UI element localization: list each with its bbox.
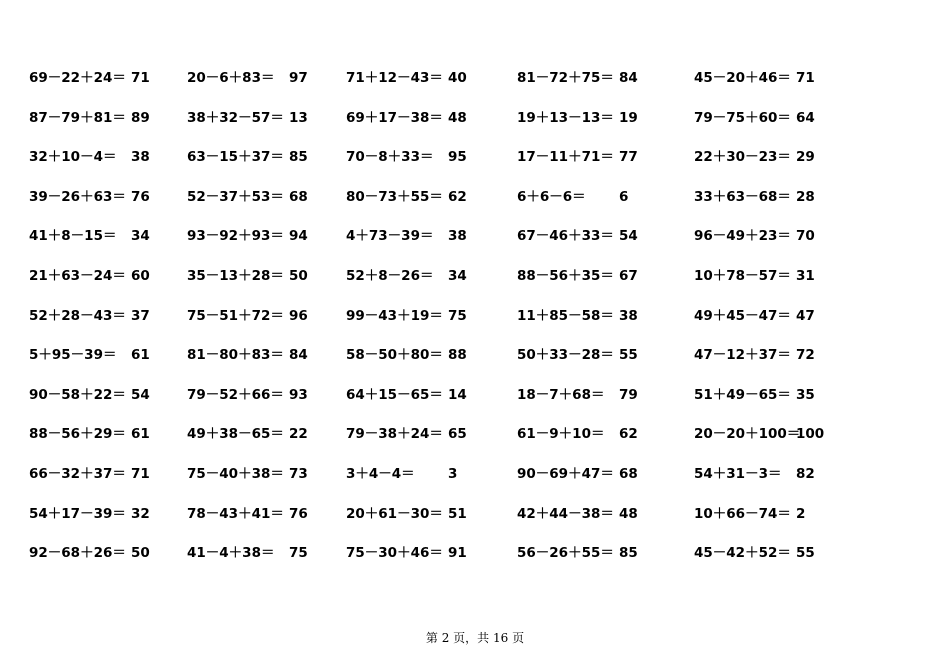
problem-expression: 67－46＋33＝ xyxy=(517,228,614,245)
problem-expression: 33＋63－68＝ xyxy=(694,188,791,205)
problem-answer: 75 xyxy=(289,545,308,562)
problem-answer: 85 xyxy=(619,545,638,562)
problem-answer: 55 xyxy=(796,545,815,562)
problem-expression: 38＋32－57＝ xyxy=(187,109,284,126)
problem-expression: 66－32＋37＝ xyxy=(29,466,126,482)
problem-expression: 69－22＋24＝ xyxy=(29,70,126,86)
problem-answer: 76 xyxy=(131,188,150,205)
problem-expression: 21＋63－24＝ xyxy=(29,268,126,284)
problem-expression: 6＋6－6＝ xyxy=(517,188,586,205)
problem-expression: 96－49＋23＝ xyxy=(694,228,791,245)
problem-answer: 64 xyxy=(796,109,815,126)
problem-answer: 95 xyxy=(448,149,467,166)
problem-expression: 75－51＋72＝ xyxy=(187,307,284,324)
problem-answer: 38 xyxy=(448,228,467,245)
problem-expression: 20＋61－30＝ xyxy=(346,505,443,522)
problem-answer: 61 xyxy=(131,347,150,364)
problem-answer: 73 xyxy=(289,466,308,482)
problem-answer: 79 xyxy=(619,386,638,403)
problem-expression: 81－72＋75＝ xyxy=(517,70,614,86)
problem-answer: 94 xyxy=(289,228,308,245)
problem-answer: 34 xyxy=(131,228,150,245)
problem-expression: 39－26＋63＝ xyxy=(29,188,126,205)
problem-answer: 82 xyxy=(796,466,815,482)
problem-answer: 37 xyxy=(131,307,150,324)
problem-row xyxy=(0,422,950,446)
problem-answer: 31 xyxy=(796,268,815,284)
problem-expression: 41－4＋38＝ xyxy=(187,545,275,562)
problem-answer: 55 xyxy=(619,347,638,364)
problem-expression: 5＋95－39＝ xyxy=(29,347,117,364)
problem-answer: 71 xyxy=(131,466,150,482)
problem-expression: 50＋33－28＝ xyxy=(517,347,614,364)
problem-expression: 20－6＋83＝ xyxy=(187,70,275,86)
problem-expression: 78－43＋41＝ xyxy=(187,505,284,522)
problem-expression: 79－52＋66＝ xyxy=(187,386,284,403)
problem-answer: 85 xyxy=(289,149,308,166)
problem-expression: 19＋13－13＝ xyxy=(517,109,614,126)
problem-row xyxy=(0,462,950,486)
problem-answer: 51 xyxy=(448,505,467,522)
problem-answer: 13 xyxy=(289,109,308,126)
problem-row xyxy=(0,264,950,288)
problem-answer: 50 xyxy=(131,545,150,562)
problem-expression: 52＋28－43＝ xyxy=(29,307,126,324)
problem-answer: 28 xyxy=(796,188,815,205)
problem-row xyxy=(0,66,950,90)
problem-expression: 80－73＋55＝ xyxy=(346,188,443,205)
problem-expression: 61－9＋10＝ xyxy=(517,426,605,443)
problem-expression: 70－8＋33＝ xyxy=(346,149,434,166)
problem-expression: 56－26＋55＝ xyxy=(517,545,614,562)
problem-expression: 54＋17－39＝ xyxy=(29,505,126,522)
problem-expression: 92－68＋26＝ xyxy=(29,545,126,562)
problem-answer: 48 xyxy=(619,505,638,522)
problem-expression: 58－50＋80＝ xyxy=(346,347,443,364)
problem-row xyxy=(0,541,950,565)
problem-answer: 65 xyxy=(448,426,467,443)
problem-expression: 11＋85－58＝ xyxy=(517,307,614,324)
problem-answer: 76 xyxy=(289,505,308,522)
problem-expression: 51＋49－65＝ xyxy=(694,386,791,403)
problem-expression: 22＋30－23＝ xyxy=(694,149,791,166)
problem-answer: 71 xyxy=(796,70,815,86)
problem-answer: 35 xyxy=(796,386,815,403)
problem-answer: 62 xyxy=(448,188,467,205)
problem-expression: 54＋31－3＝ xyxy=(694,466,782,482)
problem-expression: 75－30＋46＝ xyxy=(346,545,443,562)
problem-answer: 62 xyxy=(619,426,638,443)
problem-answer: 67 xyxy=(619,268,638,284)
problem-expression: 90－69＋47＝ xyxy=(517,466,614,482)
problem-expression: 64＋15－65＝ xyxy=(346,386,443,403)
problem-expression: 63－15＋37＝ xyxy=(187,149,284,166)
problem-expression: 3＋4－4＝ xyxy=(346,466,415,482)
problem-answer: 34 xyxy=(448,268,467,284)
problem-expression: 49＋45－47＝ xyxy=(694,307,791,324)
problem-row xyxy=(0,145,950,169)
problem-expression: 52＋8－26＝ xyxy=(346,268,434,284)
problem-expression: 93－92＋93＝ xyxy=(187,228,284,245)
problem-answer: 88 xyxy=(448,347,467,364)
problem-answer: 29 xyxy=(796,149,815,166)
problem-expression: 32＋10－4＝ xyxy=(29,149,117,166)
problem-answer: 93 xyxy=(289,386,308,403)
problem-answer: 75 xyxy=(448,307,467,324)
problem-expression: 79－38＋24＝ xyxy=(346,426,443,443)
problem-expression: 69＋17－38＝ xyxy=(346,109,443,126)
problem-expression: 10＋78－57＝ xyxy=(694,268,791,284)
problem-answer: 77 xyxy=(619,149,638,166)
problem-answer: 91 xyxy=(448,545,467,562)
problem-answer: 72 xyxy=(796,347,815,364)
problem-row xyxy=(0,383,950,407)
problem-answer: 68 xyxy=(289,188,308,205)
problem-expression: 20－20＋100＝ xyxy=(694,426,801,443)
problem-answer: 60 xyxy=(131,268,150,284)
problem-answer: 54 xyxy=(619,228,638,245)
problem-answer: 3 xyxy=(448,466,458,482)
problem-row xyxy=(0,106,950,130)
problem-answer: 32 xyxy=(131,505,150,522)
problem-expression: 47－12＋37＝ xyxy=(694,347,791,364)
problem-expression: 79－75＋60＝ xyxy=(694,109,791,126)
problem-expression: 75－40＋38＝ xyxy=(187,466,284,482)
problem-expression: 87－79＋81＝ xyxy=(29,109,126,126)
problem-expression: 41＋8－15＝ xyxy=(29,228,117,245)
problem-answer: 22 xyxy=(289,426,308,443)
problem-row xyxy=(0,343,950,367)
problem-expression: 90－58＋22＝ xyxy=(29,386,126,403)
problem-expression: 99－43＋19＝ xyxy=(346,307,443,324)
problem-answer: 54 xyxy=(131,386,150,403)
problem-answer: 48 xyxy=(448,109,467,126)
problem-expression: 10＋66－74＝ xyxy=(694,505,791,522)
problem-expression: 88－56＋35＝ xyxy=(517,268,614,284)
problem-answer: 71 xyxy=(131,70,150,86)
problem-expression: 81－80＋83＝ xyxy=(187,347,284,364)
problem-answer: 89 xyxy=(131,109,150,126)
problem-answer: 68 xyxy=(619,466,638,482)
problem-expression: 42＋44－38＝ xyxy=(517,505,614,522)
problem-expression: 49＋38－65＝ xyxy=(187,426,284,443)
problem-row xyxy=(0,304,950,328)
problem-answer: 19 xyxy=(619,109,638,126)
problem-answer: 100 xyxy=(796,426,825,443)
problem-answer: 97 xyxy=(289,70,308,86)
problem-answer: 38 xyxy=(619,307,638,324)
problem-answer: 84 xyxy=(619,70,638,86)
problem-answer: 40 xyxy=(448,70,467,86)
problem-answer: 38 xyxy=(131,149,150,166)
problem-row xyxy=(0,185,950,209)
problem-expression: 17－11＋71＝ xyxy=(517,149,614,166)
problem-expression: 45－42＋52＝ xyxy=(694,545,791,562)
problem-expression: 35－13＋28＝ xyxy=(187,268,284,284)
problem-expression: 18－7＋68＝ xyxy=(517,386,605,403)
problem-expression: 52－37＋53＝ xyxy=(187,188,284,205)
problem-answer: 47 xyxy=(796,307,815,324)
problem-answer: 61 xyxy=(131,426,150,443)
problem-expression: 4＋73－39＝ xyxy=(346,228,434,245)
problem-row xyxy=(0,224,950,248)
page-number-footer: 第 2 页，共 16 页 xyxy=(425,631,525,645)
problem-row xyxy=(0,502,950,526)
problem-expression: 45－20＋46＝ xyxy=(694,70,791,86)
problem-answer: 50 xyxy=(289,268,308,284)
problem-answer: 70 xyxy=(796,228,815,245)
problem-expression: 71＋12－43＝ xyxy=(346,70,443,86)
problem-expression: 88－56＋29＝ xyxy=(29,426,126,443)
problem-answer: 2 xyxy=(796,505,806,522)
problem-answer: 6 xyxy=(619,188,629,205)
problem-answer: 14 xyxy=(448,386,467,403)
problem-answer: 96 xyxy=(289,307,308,324)
problem-answer: 84 xyxy=(289,347,308,364)
